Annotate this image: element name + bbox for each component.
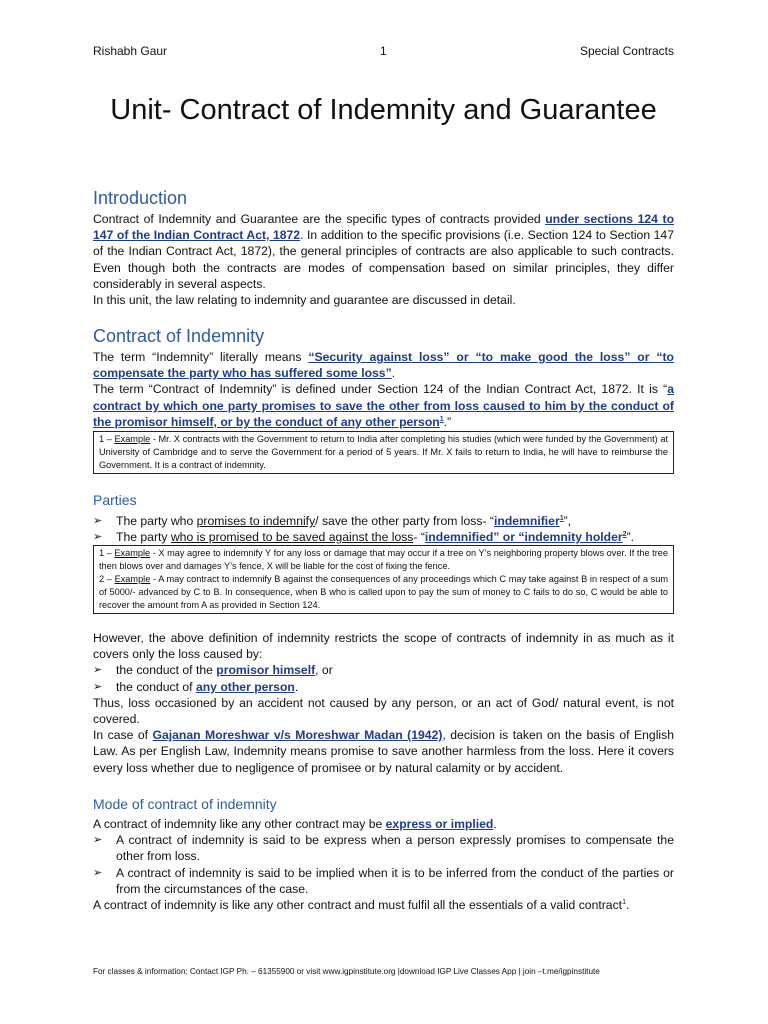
page-footer: For classes & information: Contact IGP Ph. – 61355900 or visit www.igpinstitute.org |download IGP Live Classes App | join –t.me/igpinstitute	[93, 967, 600, 976]
scope-paragraph-2: Thus, loss occasioned by an accident not caused by any person, or an act of God/ natural event, is not covered.	[93, 695, 674, 727]
parties-section	[93, 491, 674, 614]
introduction-section	[93, 187, 674, 308]
document-title: Unit- Contract of Indemnity and Guarantee	[110, 94, 657, 126]
page-header	[93, 44, 674, 60]
introduction-heading: Introduction	[93, 188, 188, 208]
sections-link[interactable]: under sections 124 to 147 of the Indian Contract Act, 1872	[93, 212, 675, 243]
scope-paragraph-1: However, the above definition of indemnity restricts the scope of contracts of indemnity in as much as it covers only the loss caused by:	[93, 631, 674, 662]
list-item: ➢ The party who is promised to be saved against the loss- “indemnified” or “indemnity holder$^2$”.	[93, 530, 635, 545]
bullet-arrow-icon: ➢	[93, 515, 103, 527]
parties-example-box: 1 – Example - X may agree to indemnify Y for any loss or damage that may occur if a tree on Y’s neighboring property blows over. If the tree then blows over and damages Y’s fence, X will be liable for the cost of fixing the fence. 2 – Example - A may contract to indemnify B against the consequences of any proceedings which C may take against B in respect of a sum of 5000/- advanced by C to B. In consequence, when B who is called upon to pay the sum of money to C fails to do so, C would be able to recover the amount from A as provided in Section 124.	[93, 545, 674, 614]
introduction-paragraph-1: Contract of Indemnity and Guarantee are the specific types of contracts provided under sections 124 to 147 of the Indian Contract Act, 1872. In addition to the specific provisions (i.e. Section 124 to Section 147 of the Indian Contract Act, 1872), the general principles of contracts are also applicable to such contracts. Even though both the contracts are modes of compensation based on similar principles, they differ considerably in several aspects.	[93, 212, 675, 291]
list-item: ➢ A contract of indemnity is said to be implied when it is to be inferred from the conduct of the parties or from the circumstances of the case.	[93, 865, 674, 896]
list-item: ➢ the conduct of the promisor himself, or	[93, 663, 333, 678]
definition-link[interactable]: a contract by which one party promises to save the other from loss caused to him by the conduct of the promisor himself, or by the conduct of any other person	[93, 382, 674, 429]
bullet-arrow-icon: ➢	[93, 834, 103, 847]
scope-paragraph-3: In case of Gajanan Moreshwar v/s Moreshwar Madan (1942), decision is taken on the basis of English Law. As per English Law, Indemnity means promise to save another harmless from the loss. Here it covers every loss whether due to negligence of promisee or by natural calamity or by accident.	[93, 728, 674, 775]
bullet-arrow-icon: ➢	[93, 680, 103, 693]
list-item: ➢ A contract of indemnity is said to be express when a person expressly promises to compensate the other from loss.	[93, 833, 674, 864]
any-other-person-link[interactable]: any other person	[195, 679, 295, 694]
mode-paragraph-2: A contract of indemnity is like any other contract and must fulfil all the essentials of a valid contract$^1$.	[93, 898, 630, 913]
scope-section	[93, 630, 674, 776]
mode-paragraph-1: A contract of indemnity like any other contract may be express or implied.	[93, 817, 497, 831]
footnote-ref[interactable]: 1	[439, 415, 444, 423]
indemnity-holder-link[interactable]: indemnified” or “indemnity holder	[424, 530, 623, 545]
bullet-arrow-icon: ➢	[93, 531, 103, 544]
case-link[interactable]: Gajanan Moreshwar v/s Moreshwar Madan (1942)	[152, 728, 443, 743]
header-page-number: 1	[380, 44, 387, 58]
list-item: ➢ the conduct of any other person.	[93, 679, 299, 694]
indemnity-example-box: 1 – Example - Mr. X contracts with the Government to return to India after completing his studies (which were funded by the Government) at University of Cambridge and to serve the Government for a period of 5 years. If Mr. X fails to return to India, he will have to reimburse the Government. It is a contract of indemnity.	[93, 431, 674, 474]
express-or-implied-link[interactable]: express or implied	[385, 817, 494, 831]
header-subject: Special Contracts	[579, 44, 674, 58]
introduction-paragraph-2: In this unit, the law relating to indemnity and guarantee are discussed in detail.	[93, 293, 516, 308]
indemnity-paragraph-2: The term “Contract of Indemnity” is defined under Section 124 of the Indian Contract Act, 1872. It is “a contract by which one party promises to save the other from loss caused to him by the conduct of the promisor himself, or by the conduct of any other person$^1$.”	[93, 382, 674, 429]
indemnifier-link[interactable]: indemnifier	[494, 514, 560, 528]
mode-heading: Mode of contract of indemnity	[93, 796, 277, 812]
bullet-arrow-icon: ➢	[93, 664, 103, 677]
list-item: ➢ The party who promises to indemnify/ save the other party from loss- “indemnifier$^1$”,	[93, 514, 572, 528]
bullet-arrow-icon: ➢	[93, 866, 103, 879]
indemnity-heading: Contract of Indemnity	[93, 326, 265, 346]
indemnity-section	[93, 325, 674, 474]
literal-meaning-link[interactable]: “Security against loss” or “to make good the loss” or “to compensate the party who has suffered some loss”	[93, 350, 674, 381]
promisor-himself-link[interactable]: promisor himself	[216, 663, 316, 678]
indemnity-paragraph-1: The term “Indemnity” literally means “Security against loss” or “to make good the loss” or “to compensate the party who has suffered some loss”.	[93, 350, 674, 381]
header-author: Rishabh Gaur	[93, 44, 168, 58]
mode-section	[93, 795, 674, 913]
parties-heading: Parties	[93, 492, 137, 508]
